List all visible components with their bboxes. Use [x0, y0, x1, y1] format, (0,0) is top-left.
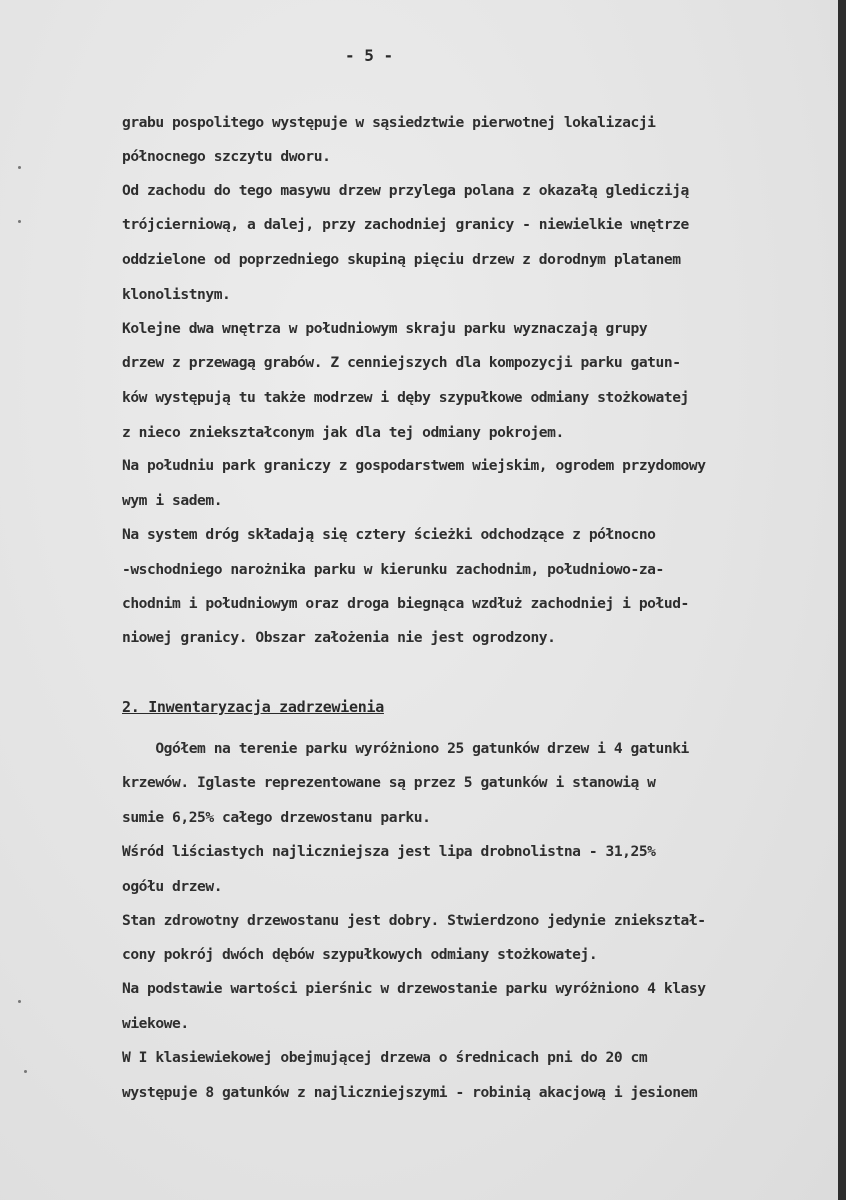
- text-line: wiekowe.: [122, 1015, 189, 1032]
- text-line: trójcierniową, a dalej, przy zachodniej granicy - niewielkie wnętrze: [122, 216, 689, 233]
- text-line: niowej granicy. Obszar założenia nie jest ogrodzony.: [122, 629, 556, 646]
- text-line: północnego szczytu dworu.: [122, 148, 331, 165]
- text-line: ogółu drzew.: [122, 878, 223, 895]
- text-line: Ogółem na terenie parku wyróżniono 25 gatunków drzew i 4 gatunki: [122, 740, 689, 757]
- page-number: - 5 -: [345, 46, 394, 65]
- punch-mark: [18, 220, 21, 223]
- text-line: sumie 6,25% całego drzewostanu parku.: [122, 809, 431, 826]
- text-line: występuje 8 gatunków z najliczniejszymi - robinią akacjową i jesionem: [122, 1084, 698, 1101]
- text-line: ków występują tu także modrzew i dęby szypułkowe odmiany stożkowatej: [122, 389, 689, 406]
- text-line: -wschodniego narożnika parku w kierunku zachodnim, południowo-za-: [122, 561, 664, 578]
- scan-border: [838, 0, 846, 1200]
- text-line: Wśród liściastych najliczniejsza jest lipa drobnolistna - 31,25%: [122, 843, 656, 860]
- text-line: drzew z przewagą grabów. Z cenniejszych dla kompozycji parku gatun-: [122, 354, 681, 371]
- text-line: chodnim i południowym oraz droga biegnąca wzdłuż zachodniej i połud-: [122, 595, 689, 612]
- text-line: krzewów. Iglaste reprezentowane są przez 5 gatunków i stanowią w: [122, 774, 656, 791]
- text-line: z nieco zniekształconym jak dla tej odmiany pokrojem.: [122, 424, 564, 441]
- text-line: W I klasiewiekowej obejmującej drzewa o średnicach pni do 20 cm: [122, 1049, 648, 1066]
- text-line: grabu pospolitego występuje w sąsiedztwie pierwotnej lokalizacji: [122, 114, 656, 131]
- text-line: klonolistnym.: [122, 286, 231, 303]
- text-line: wym i sadem.: [122, 492, 223, 509]
- text-line: Na południu park graniczy z gospodarstwem wiejskim, ogrodem przydomowy: [122, 457, 706, 474]
- punch-mark: [24, 1070, 27, 1073]
- text-line: cony pokrój dwóch dębów szypułkowych odmiany stożkowatej.: [122, 946, 598, 963]
- text-line: Stan zdrowotny drzewostanu jest dobry. Stwierdzono jedynie zniekształ-: [122, 912, 706, 929]
- section-heading: 2. Inwentaryzacja zadrzewienia: [122, 698, 384, 716]
- punch-mark: [18, 166, 21, 169]
- text-line: Od zachodu do tego masywu drzew przylega polana z okazałą gledicziją: [122, 182, 689, 199]
- text-line: Na podstawie wartości pierśnic w drzewostanie parku wyróżniono 4 klasy: [122, 980, 706, 997]
- text-line: Na system dróg składają się cztery ścieżki odchodzące z północno: [122, 526, 656, 543]
- text-line: oddzielone od poprzedniego skupiną pięciu drzew z dorodnym platanem: [122, 251, 681, 268]
- punch-mark: [18, 1000, 21, 1003]
- text-line: Kolejne dwa wnętrza w południowym skraju parku wyznaczają grupy: [122, 320, 648, 337]
